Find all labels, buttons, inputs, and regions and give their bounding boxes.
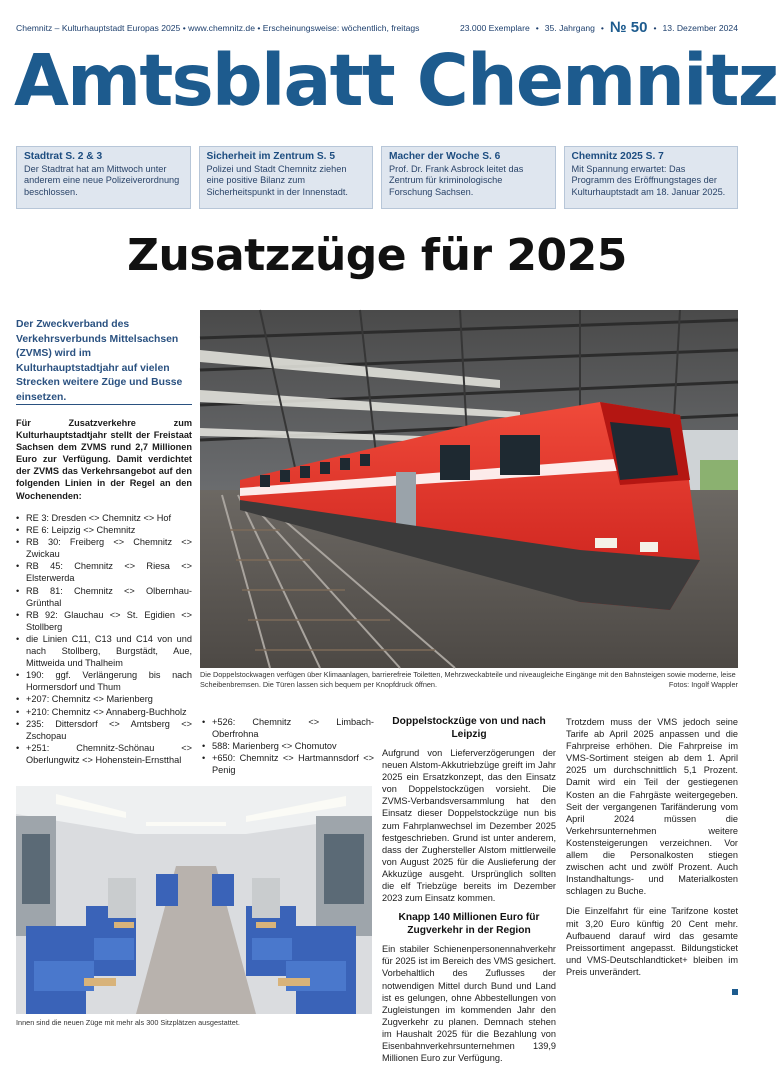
issue-date: 13. Dezember 2024 [662,23,738,33]
article-headline: Zusatzzüge für 2025 [127,230,627,281]
teaser-title: Stadtrat S. 2 & 3 [24,151,103,162]
circulation: 23.000 Exemplare [459,23,530,33]
article-column [382,716,556,1072]
teaser-chemnitz-2025[interactable] [564,146,739,209]
paragraph: Ein stabiler Schienenpersonennahverkehr für 2025 ist im Bereich des VMS gesichert. Vorbehaltlich des Zuflusses der notwendigen Mittel durch Bund und Land ist es gelungen, ohne Abbestellungen von Zugleistungen im kommenden Jahr den Zugverkehr zu planen. Demnach stehen im Haushalt 2025 für die Bezahlung von Eisenbahnverkehrsunternehmen 139,9 Millionen Euro zur Verfügung. [382,944,556,1064]
list-item: • +526: Chemnitz <> Limbach-Oberfrohna [202,716,374,740]
divider [16,404,192,405]
teaser-row [16,146,738,209]
teaser-stadtrat[interactable] [16,146,191,209]
teaser-text: Mit Spannung erwartet: Das Programm des Eröffnungstages der Kulturhauptstadt am 18. Januar 2025. [571,163,726,197]
paragraph: Aufgrund von Lieferverzögerungen der neuen Alstom-Akkutriebzüge greift im Jahr 2025 ein Ersatzkonzept, das den Einsatz von Doppelstockzügen vorsieht. Die ZVMS-Verbandsversammlung hat den Einsatz dieser Doppelstockzüge nun bis zum Fahrplanwechsel im Dezember 2025 festgeschrieben. Grund ist unter anderem, dass der Zughersteller Alstom mittlerweile von August 2025 für die Auslieferung der Akkuzüge ausgeht. Ursprünglich sollten die elf Triebzüge bereits im Dezember 2023 zum Einsatz kommen. [382,748,556,904]
list-item: • RB 30: Freiberg <> Chemnitz <> Zwickau [16,536,192,560]
paragraph: Trotzdem muss der VMS jedoch seine Tarife ab April 2025 anpassen und die Fahrpreise erhöhen. Die Fahrpreise im VMS-Sortiment steigen ab dem 1. April 2025 um durchschnittlich 5,1 Prozent. Damit wird ein Teil der gestiegenen Kosten an die Fahrgäste weitergegeben. Seit der vergangenen Tarifänderung vom April 2024 müssen die Verkehrsunternehmen weitere Kostensteigerungen verzeichnen. Vor allem die Personalkosten stiegen zwischen acht und zwölf Prozent. Auch Instandhaltungs- und Materialkosten schlagen zu Buche. [566,717,738,897]
list-item: • RB 45: Chemnitz <> Riesa <> Elsterwerda [16,560,192,584]
list-item: • RB 92: Glauchau <> St. Egidien <> Stollberg [16,609,192,633]
article-end-mark [732,989,738,995]
publication-info: Chemnitz – Kulturhauptstadt Europas 2025 • www.chemnitz.de • Erscheinungsweise: wöchentlich, freitags [16,23,420,33]
list-item: • +210: Chemnitz <> Annaberg-Buchholz [16,706,192,718]
teaser-text: Prof. Dr. Frank Asbrock leitet das Zentrum für kriminologische Forschung Sachsen. [389,163,524,197]
article-lead: Der Zweckverband des Verkehrsverbunds Mittelsachsen (ZVMS) wird im Kulturhauptstadtjahr auf vielen Strecken weitere Züge und Busse einsetzen. [16,319,183,403]
article-intro: Für Zusatzverkehre zum Kulturhauptstadtjahr stellt der Freistaat Sachsen dem ZVMS rund 2,7 Millionen Euro zur Verfügung. Damit verdichtet der ZVMS das Verkehrsangebot auf den folgenden Linien in der Regel an den Wochenenden: [16,418,192,501]
list-item: • +207: Chemnitz <> Marienberg [16,693,192,705]
article-column [566,716,738,995]
train-interior-photo [16,786,372,1014]
teaser-sicherheit[interactable] [199,146,374,209]
section-heading: Knapp 140 Millionen Euro für Zugverkehr in der Region [398,912,540,936]
paragraph: Die Einzelfahrt für eine Tarifzone kostet mit 3,20 Euro künftig 20 Cent mehr. Aufbauend darauf wird das gesamte Preissortiment angepasst. Bildungsticket und VMS-Deutschlandticket+ bleiben im Preis unverändert. [566,906,738,977]
list-item: • 235: Dittersdorf <> Amtsberg <> Zschopau [16,718,192,742]
volume: 35. Jahrgang [544,23,595,33]
section-heading: Doppelstockzüge von und nach Leipzig [392,716,546,740]
top-info-bar: Chemnitz – Kulturhauptstadt Europas 2025 • www.chemnitz.de • Erscheinungsweise: wöchentlich, freitags 23.000 Exemplare • 35. Jahrgang • № 50 • 13. Dezember 2024 [16,19,738,36]
list-item: • +650: Chemnitz <> Hartmannsdorf <> Penig [202,752,374,776]
route-list [16,512,192,766]
masthead-title: Amtsblatt Chemnitz [14,39,777,122]
teaser-text: Polizei und Stadt Chemnitz ziehen eine positive Bilanz zum Sicherheitspunkt in der Innenstadt. [206,163,348,197]
list-item: • die Linien C11, C13 und C14 von und nach Stollberg, Burgstädt, Aue, Mittweida und Thalheim [16,633,192,669]
list-item: • +251: Chemnitz-Schönau <> Oberlungwitz <> Hohenstein-Ernstthal [16,742,192,766]
issue-number: № 50 [609,19,648,36]
teaser-title: Macher der Woche S. 6 [389,151,501,162]
train-station-photo [200,310,738,668]
caption-text: Die Doppelstockwagen verfügen über Klimaanlagen, barrierefreie Toiletten, Mehrzweckabteile und niveaugleiche Eingänge mit den Bahnsteigen sowie moderne, leise Scheibenbremsen. Die Türen lassen sich bequem per Knopfdruck öffnen. [200,670,736,689]
list-item: • 588: Marienberg <> Chomutov [202,740,374,752]
teaser-macher[interactable] [381,146,556,209]
list-item: • RB 81: Chemnitz <> Olbernhau-Grünthal [16,585,192,609]
route-list-continued [202,716,374,776]
teaser-title: Chemnitz 2025 S. 7 [571,151,664,162]
list-item: • 190: ggf. Verlängerung bis nach Hormersdorf und Thum [16,669,192,693]
teaser-text: Der Stadtrat hat am Mittwoch unter anderem eine neue Polizeiverordnung beschlossen. [24,163,180,197]
photo-credit: Fotos: Ingolf Wappler [668,680,738,689]
photo-caption [200,670,738,690]
photo-caption: Innen sind die neuen Züge mit mehr als 300 Sitzplätzen ausgestattet. [16,1018,240,1027]
teaser-title: Sicherheit im Zentrum S. 5 [206,151,336,162]
list-item: • RE 6: Leipzig <> Chemnitz [16,524,192,536]
list-item: • RE 3: Dresden <> Chemnitz <> Hof [16,512,192,524]
